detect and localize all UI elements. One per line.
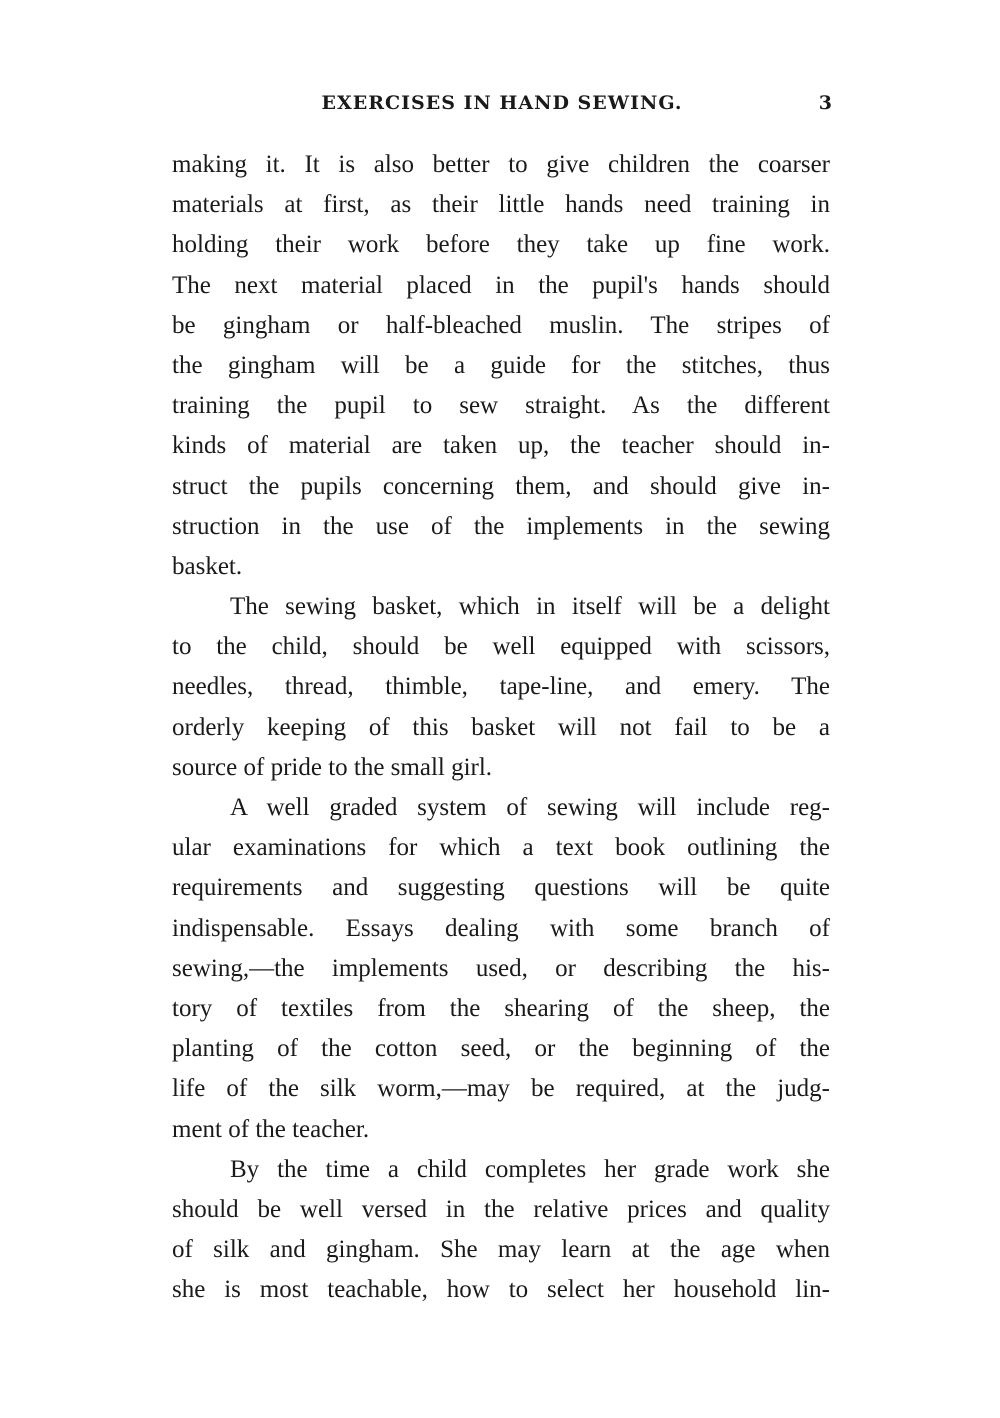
running-title: EXERCISES IN HAND SEWING. [321,92,683,114]
text-line: ular examinations for which a text book outlining the [172,834,830,862]
paragraph [172,145,830,587]
text-line: kinds of material are taken up, the teacher should in- [172,432,830,460]
text-line: struction in the use of the implements in the sewing [172,512,830,540]
text-line: holding their work before they take up fine work. [172,231,830,259]
text-line: The sewing basket, which in itself will be a delight [230,593,830,621]
paragraph [172,1150,830,1311]
text-line: sewing,—the implements used, or describing the his- [172,954,830,982]
paragraph [172,788,830,1150]
text-line: of silk and gingham. She may learn at the age when [172,1236,830,1264]
text-line: By the time a child completes her grade work she [230,1155,830,1183]
text-line: indispensable. Essays dealing with some branch of [172,914,830,942]
text-line: training the pupil to sew straight. As the different [172,392,830,420]
text-line: A well graded system of sewing will include reg- [230,794,830,821]
text-line: basket. [172,552,243,580]
text-line: she is most teachable, how to select her household lin- [172,1276,830,1304]
text-line: requirements and suggesting questions will be quite [172,874,830,902]
text-line: tory of textiles from the shearing of the sheep, the [172,994,830,1022]
text-line: materials at first, as their little hands need training in [172,191,830,219]
text-line: orderly keeping of this basket will not fail to be a [172,713,830,741]
text-line: life of the silk worm,—may be required, at the judg- [172,1075,830,1103]
text-line: ment of the teacher. [172,1115,370,1143]
body-text [172,145,830,1310]
page-number: 3 [818,92,832,114]
text-line: The next material placed in the pupil's hands should [172,271,830,299]
text-line: be gingham or half-bleached muslin. The stripes of [172,311,830,339]
text-line: source of pride to the small girl. [172,753,493,781]
text-line: to the child, should be well equipped with scissors, [172,633,830,661]
running-head [172,92,832,122]
paragraph [172,587,830,788]
text-line: needles, thread, thimble, tape-line, and emery. The [172,673,830,701]
text-line: the gingham will be a guide for the stitches, thus [172,351,830,379]
text-line: planting of the cotton seed, or the beginning of the [172,1035,830,1063]
text-line: struct the pupils concerning them, and should give in- [172,472,830,500]
text-line: should be well versed in the relative prices and quality [172,1195,830,1223]
text-line: making it. It is also better to give children the coarser [172,151,830,178]
